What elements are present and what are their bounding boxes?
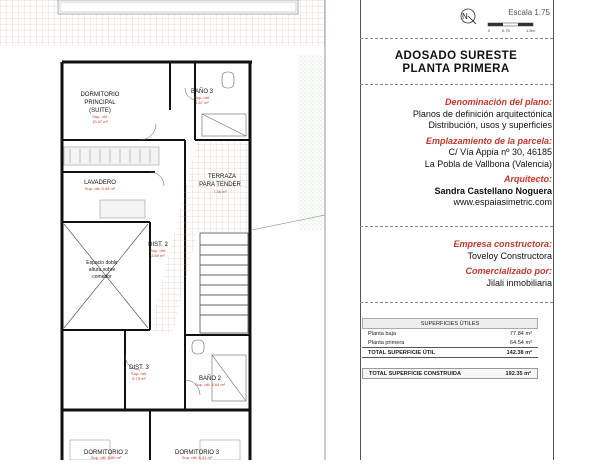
room-bano3-value: 4.87 m² — [195, 100, 209, 105]
room-dist2: DIST. 2 — [148, 242, 168, 248]
room-terraza-l2: PARA TENDER — [199, 182, 241, 188]
room-dormitorio2: DORMITORIO 2 — [84, 450, 128, 456]
wardrobe — [64, 147, 159, 165]
comercializado-label: Comercializado por: — [465, 266, 552, 276]
address-line2: La Pobla de Vallbona (Valencia) — [424, 158, 552, 169]
comercializado-name: Jilali inmobiliaria — [486, 277, 552, 288]
denominacion-label: Denominación del plano: — [444, 97, 552, 107]
room-bano2-area: Sup. útil: 4.64 m² — [194, 382, 226, 387]
surfaces-table — [362, 318, 538, 358]
denominacion-line1: Planos de definición arquitectónica — [412, 108, 552, 119]
room-dormitorio-principal-l1: DORMITORIO — [80, 92, 120, 98]
denominacion-line2: Distribución, usos y superficies — [428, 120, 552, 130]
room-terraza-l1: TERRAZA — [207, 174, 237, 180]
arquitecto-web[interactable]: www.espaiasimetric.com — [453, 197, 552, 207]
divider-top — [360, 38, 553, 39]
empresa-label: Empresa constructora: — [453, 239, 552, 249]
stairs — [200, 233, 248, 333]
surfaces-total-util — [362, 347, 538, 358]
arquitecto-name: Sandra Castellano Noguera — [434, 185, 552, 196]
surfaces-total-construida — [362, 368, 538, 379]
room-dist3-value: 5.73 m² — [132, 376, 146, 381]
room-dormitorio-principal-area: Sup. útil: — [92, 114, 108, 119]
plan-title-line2: PLANTA PRIMERA — [402, 63, 510, 75]
espacio-l1: Espacio doble — [86, 260, 118, 266]
divider-title — [360, 84, 553, 85]
surfaces-row-label: Planta primera — [368, 339, 405, 346]
total-util-label: TOTAL SUPERFICIE ÚTIL — [368, 349, 436, 356]
scale-tick-0: 0 — [488, 28, 491, 33]
room-dormitorio-principal-value: 15.47 m² — [92, 119, 108, 124]
total-construida-label: TOTAL SUPERFICIE CONSTRUIDA — [369, 370, 461, 377]
garden-hatch — [298, 55, 326, 230]
room-bano3: BAÑO 3 — [190, 89, 214, 95]
room-dormitorio3-area: Sup. útil: 8.41 m² — [181, 455, 213, 460]
total-construida-value: 192.35 m² — [505, 370, 531, 377]
divider-bottom — [360, 302, 553, 303]
total-util-value: 142.38 m² — [506, 349, 532, 356]
room-dist3: DIST. 3 — [129, 365, 149, 371]
arquitecto-label: Arquitecto: — [504, 174, 552, 184]
company-info — [453, 239, 552, 289]
surfaces-row-value: 64.54 m² — [509, 339, 532, 346]
scale-tick-1: 0.75 — [502, 28, 510, 33]
espacio-l3: comedor — [92, 274, 112, 280]
address-line1: C/ Vía Appia nº 30, 46185 — [448, 147, 552, 157]
divider-mid — [360, 226, 553, 227]
room-dormitorio2-area: Sup. útil: 8.80 m² — [90, 455, 122, 460]
room-dist3-area: Sup. útil: — [131, 371, 147, 376]
emplazamiento-label: Emplazamiento de la parcela: — [425, 135, 552, 146]
room-terraza-area: 7.36 m² — [213, 189, 227, 194]
room-lavadero-area: Sup. útil: 5.44 m² — [84, 186, 116, 191]
room-dormitorio-principal-l2: PRINCIPAL — [84, 100, 116, 106]
scale-label: Escala 1:75 — [508, 8, 550, 17]
room-dist2-value: 3.89 m² — [151, 253, 165, 258]
room-bano2: BAÑO 2 — [198, 376, 222, 382]
project-info — [413, 97, 552, 209]
surfaces-header: SUPERFICIES ÚTILES — [362, 318, 538, 329]
room-dormitorio3: DORMITORIO 3 — [175, 450, 219, 456]
room-dormitorio-principal-l3: (SUITE) — [89, 108, 111, 114]
surfaces-row-value: 77.84 m² — [509, 330, 532, 337]
room-lavadero: LAVADERO — [84, 180, 116, 186]
room-dist2-area: Sup. útil: — [150, 248, 166, 253]
scale-tick-2: 1.5m — [526, 28, 535, 33]
espacio-l2: altura sobre — [88, 267, 116, 273]
north-label: N — [462, 12, 468, 21]
surfaces-row — [362, 329, 538, 338]
surfaces-row-label: Planta baja — [368, 330, 396, 337]
empresa-name: Toveloy Constructora — [467, 250, 552, 261]
plan-title-line1: ADOSADO SURESTE — [394, 50, 518, 62]
surfaces-row — [362, 338, 538, 347]
room-bano3-area: Sup. útil: — [194, 95, 210, 100]
